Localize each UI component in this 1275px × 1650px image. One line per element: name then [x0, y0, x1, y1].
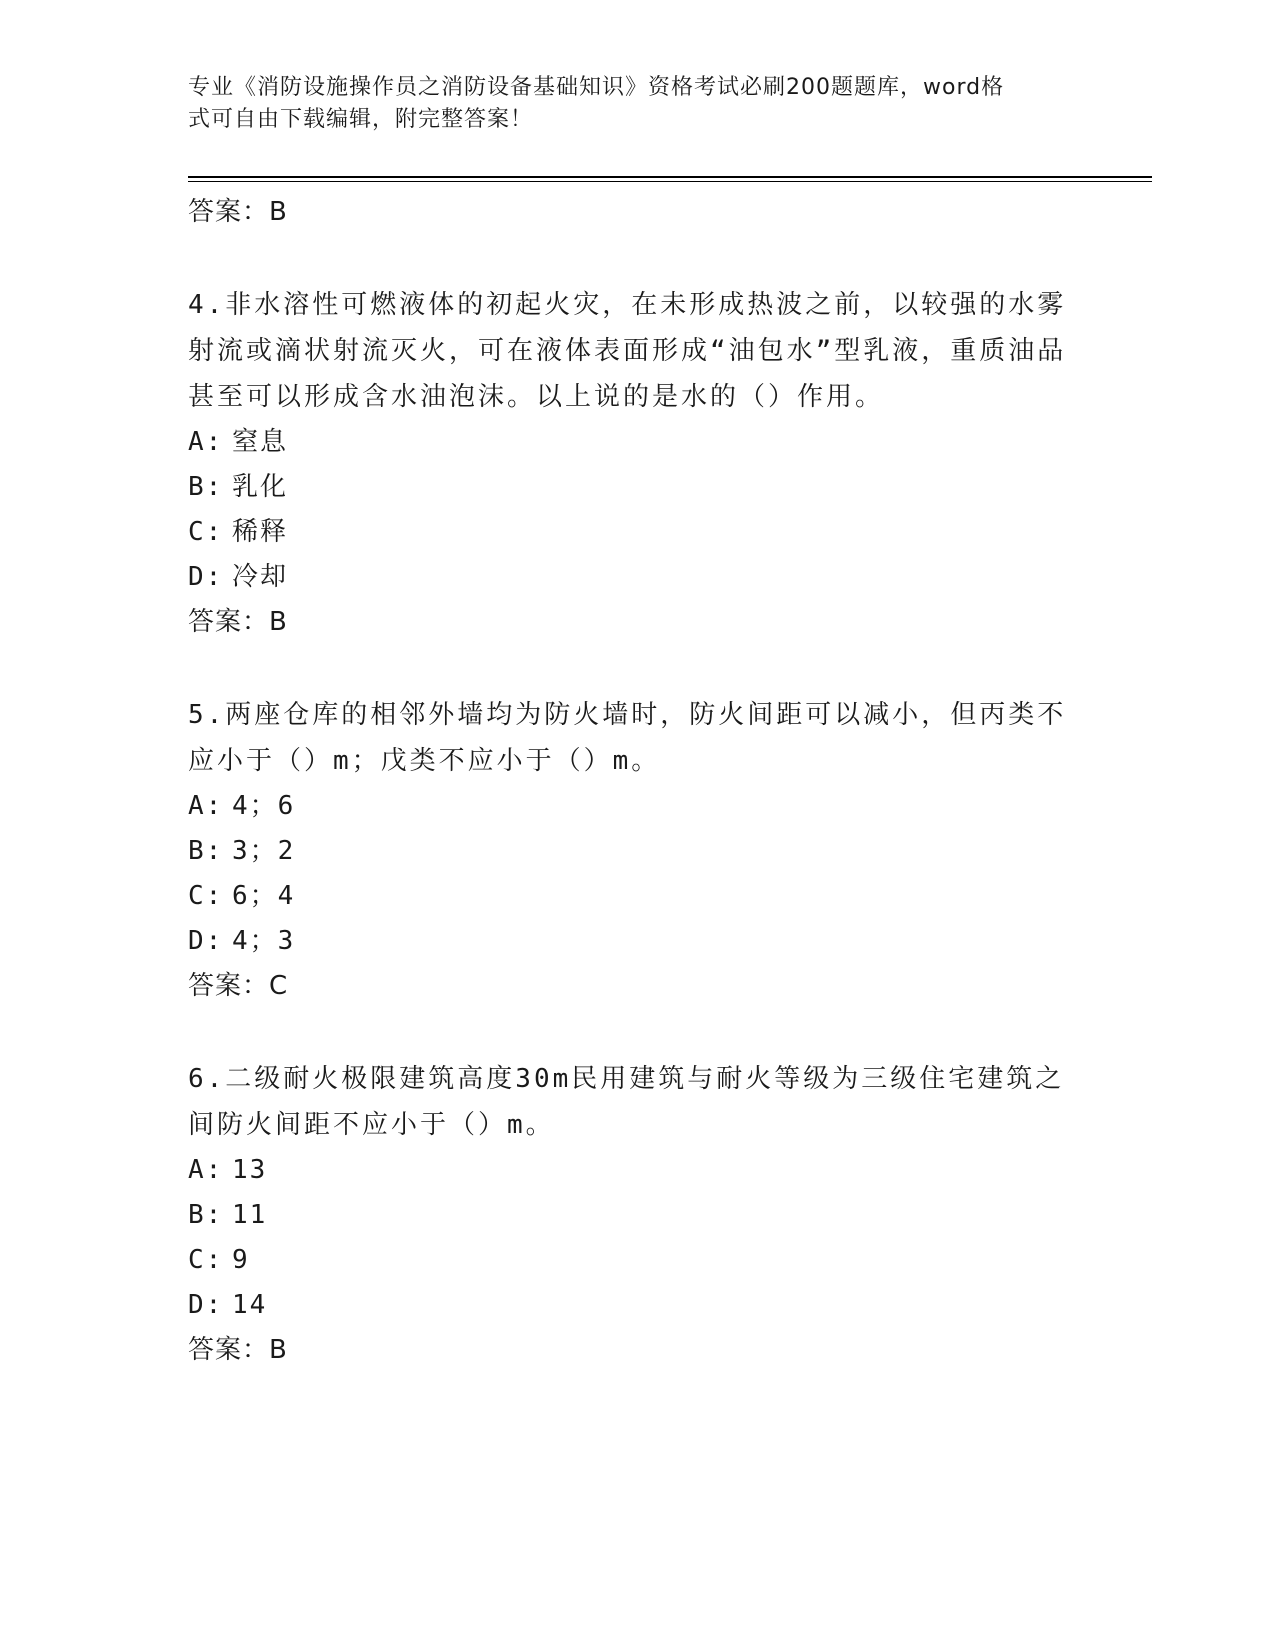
header-line-2: 式可自由下载编辑，附完整答案！ — [188, 107, 534, 132]
option-letter: D: — [188, 926, 224, 956]
option-text: 4；6 — [232, 791, 296, 821]
question-block — [188, 1056, 1068, 1372]
option-letter: C: — [188, 881, 224, 911]
question-block — [188, 282, 1068, 644]
document-header — [188, 72, 1068, 136]
option-text: 9 — [232, 1245, 250, 1275]
option-b — [188, 465, 1068, 510]
option-d — [188, 555, 1068, 600]
option-b — [188, 1193, 1068, 1238]
answer-line: 答案：B — [188, 1335, 288, 1365]
answer-previous: 答案：B — [188, 197, 288, 227]
answer-line: 答案：B — [188, 607, 288, 637]
header-rule-thick — [188, 176, 1152, 178]
option-text: 窒息 — [232, 427, 289, 457]
option-letter: A: — [188, 791, 224, 821]
header-line-1: 专业《消防设施操作员之消防设备基础知识》资格考试必刷200题题库，word格 — [188, 75, 1005, 100]
option-d — [188, 919, 1068, 964]
option-text: 乳化 — [232, 472, 289, 502]
document-body — [188, 190, 1068, 1372]
question-block — [188, 692, 1068, 1008]
option-c — [188, 874, 1068, 919]
option-letter: D: — [188, 1290, 224, 1320]
option-c — [188, 1238, 1068, 1283]
option-letter: B: — [188, 472, 224, 502]
option-letter: B: — [188, 1200, 224, 1230]
option-letter: C: — [188, 517, 224, 547]
option-text: 稀释 — [232, 517, 289, 547]
option-b — [188, 829, 1068, 874]
option-text: 3；2 — [232, 836, 296, 866]
option-text: 13 — [232, 1155, 268, 1185]
option-letter: C: — [188, 1245, 224, 1275]
option-letter: B: — [188, 836, 224, 866]
option-text: 冷却 — [232, 562, 289, 592]
option-a — [188, 420, 1068, 465]
option-c — [188, 510, 1068, 555]
option-d — [188, 1283, 1068, 1328]
option-text: 4；3 — [232, 926, 296, 956]
option-text: 11 — [232, 1200, 268, 1230]
answer-line: 答案：C — [188, 971, 289, 1001]
question-text: 5.两座仓库的相邻外墙均为防火墙时，防火间距可以减小，但丙类不应小于（）m；戊类不应小于（）m。 — [188, 700, 1067, 776]
option-letter: A: — [188, 427, 224, 457]
option-text: 6；4 — [232, 881, 296, 911]
question-text: 6.二级耐火极限建筑高度30m民用建筑与耐火等级为三级住宅建筑之间防火间距不应小于（）m。 — [188, 1064, 1065, 1140]
option-a — [188, 1148, 1068, 1193]
option-a — [188, 784, 1068, 829]
question-text: 4.非水溶性可燃液体的初起火灾，在未形成热波之前，以较强的水雾射流或滴状射流灭火，可在液体表面形成“油包水”型乳液，重质油品甚至可以形成含水油泡沫。以上说的是水的（）作用。 — [188, 290, 1067, 412]
option-text: 14 — [232, 1290, 268, 1320]
header-rule-thin — [188, 181, 1152, 182]
option-letter: A: — [188, 1155, 224, 1185]
option-letter: D: — [188, 562, 224, 592]
